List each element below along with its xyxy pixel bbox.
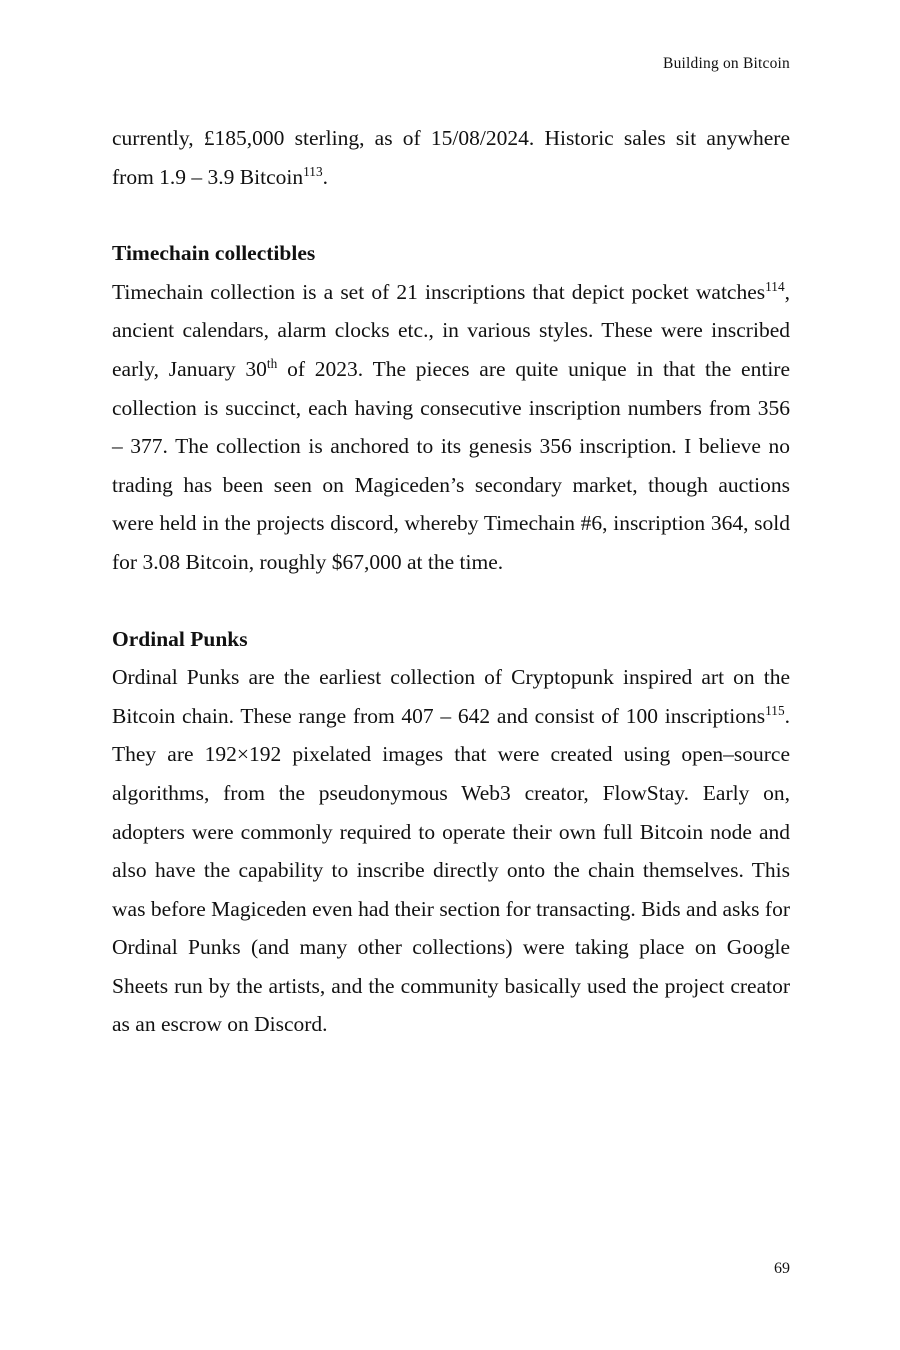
footnote-ref-115: 115 — [765, 702, 785, 718]
paragraph-ordinal-punks-1 — [112, 658, 790, 1044]
running-head: Building on Bitcoin — [663, 55, 790, 72]
paragraph-sales-text-after: . — [322, 164, 328, 189]
heading-timechain-collectibles: Timechain collectibles — [112, 241, 316, 266]
page-body — [112, 119, 790, 1044]
footnote-ref-114: 114 — [765, 278, 785, 294]
paragraph-sales-text: currently, £185,000 sterling, as of 15/08/2024. Historic sales sit anywhere from 1.9 – 3.9 Bitcoin — [112, 126, 790, 189]
paragraph-spacer-2 — [112, 582, 790, 620]
footnote-ref-113: 113 — [303, 163, 323, 179]
ordinal-suffix-th: th — [266, 355, 278, 371]
paragraph-sales — [112, 119, 790, 196]
paragraph-ordinal-punks-text: Ordinal Punks are the earliest collection of Cryptopunk inspired art on the Bitcoin chain. These range from 407 – 642 and consist of 100 inscriptions — [112, 665, 790, 728]
page-number: 69 — [774, 1260, 790, 1277]
paragraph-timechain-text-after: , ancient calendars, alarm clocks etc., in various styles. These were inscribed early, January 30 — [112, 279, 790, 381]
paragraph-timechain-text-tail: of 2023. The pieces are quite unique in that the entire collection is succinct, each having consecutive inscription numbers from 356 – 377. The collection is anchored to its genesis 356 inscription. I believe no trading has been seen on Magiceden’s secondary market, though auctions were held in the projects discord, whereby Timechain #6, inscription 364, sold for 3.08 Bitcoin, roughly $67,000 at the time. — [112, 356, 790, 574]
paragraph-timechain-1 — [112, 273, 790, 582]
heading-ordinal-punks: Ordinal Punks — [112, 626, 248, 651]
paragraph-spacer-1 — [112, 196, 790, 234]
paragraph-ordinal-punks-text-after: . They are 192×192 pixelated images that were created using open–source algorithms, from the pseudonymous Web3 creator, FlowStay. Early on, adopters were commonly required to operate their own full Bitcoin node and also have the capability to inscribe directly onto the chain themselves. This was before Magiceden even had their section for transacting. Bids and asks for Ordinal Punks (and many other collections) were taking place on Google Sheets run by the artists, and the community basically used the project creator as an escrow on Discord. — [112, 703, 790, 1037]
paragraph-timechain-text: Timechain collection is a set of 21 inscriptions that depict pocket watches — [112, 279, 766, 304]
